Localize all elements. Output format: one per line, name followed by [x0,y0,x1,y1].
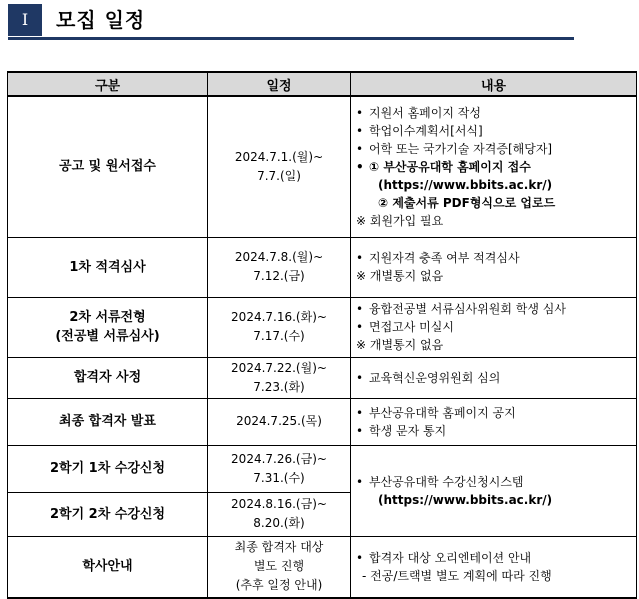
content-link: (https://www.bbits.ac.kr/) [378,492,553,507]
bullet-icon: • [356,105,364,120]
bullet-icon: • [356,159,364,174]
schedule-line: 8.20.(화) [253,516,305,530]
content-subitem: - 전공/트랙별 별도 계획에 따라 진행 [362,568,552,583]
content-text: 지원자격 충족 여부 적격심사 [369,251,520,265]
table-header-row [8,72,637,96]
bullet-icon: • [356,302,364,316]
bullet-icon: • [356,423,364,438]
bullet-icon: • [356,251,364,265]
schedule-line: 2024.7.16.(화)~ [231,310,327,324]
content-item [356,122,636,140]
category-line: 합격자 사정 [73,370,142,385]
bullet-icon: • [356,474,364,489]
category-line: 학사안내 [82,559,133,575]
row-category [8,536,208,598]
content-text: 융합전공별 서류심사위원회 학생 심사 [369,302,566,316]
category-line: 2차 서류전형 [69,310,146,325]
content-item [356,249,636,267]
row-category [8,297,208,357]
content-item: ② 제출서류 PDF형식으로 업로드 [378,195,556,210]
content-text: 학생 문자 통지 [369,423,447,438]
row-schedule [208,536,351,598]
schedule-line: 7.12.(금) [253,269,305,283]
bullet-icon: • [356,320,364,334]
row-category [8,445,208,492]
category-line: 2학기 1차 수강신청 [49,461,166,476]
header-schedule: 일정 [208,72,351,96]
row-schedule [208,492,351,536]
schedule-line: (추후 일정 안내) [235,578,323,593]
schedule-line: 7.31.(수) [253,470,305,485]
content-item [356,158,636,176]
table-row [8,398,637,445]
row-schedule [208,297,351,357]
row-content [351,96,637,237]
content-item [356,300,636,318]
content-text: 학업이수계획서[서식] [369,123,483,138]
category-line: 2학기 2차 수강신청 [49,506,166,522]
table-row [8,96,637,237]
schedule-line: 2024.8.16.(금)~ [231,497,327,511]
schedule-table [7,71,637,599]
schedule-line: 2024.7.8.(월)~ [234,250,324,264]
row-content [351,445,637,536]
content-item [356,104,636,122]
row-category [8,96,208,237]
table-row [8,536,637,598]
category-line: (전공별 서류심사) [55,329,160,344]
row-content [351,357,637,398]
content-item [356,422,636,440]
table-row [8,297,637,357]
schedule-line: 2024.7.26.(금)~ [231,451,327,466]
schedule-line: 2024.7.25.(목) [236,414,322,428]
row-content [351,237,637,297]
row-content [351,297,637,357]
category-line: 공고 및 원서접수 [59,159,156,175]
schedule-line: 2024.7.22.(월)~ [231,360,327,375]
content-item [356,140,636,158]
content-note: ※ 회원가입 필요 [356,213,444,228]
content-item [356,549,636,567]
content-text: 합격자 대상 오리엔테이션 안내 [369,550,532,565]
schedule-line: 2024.7.1.(월)~ [234,149,324,164]
bullet-icon: • [356,550,364,565]
section-title: 모집 일정 [56,8,146,32]
content-text: 교육혁신운영위원회 심의 [369,370,501,385]
content-note: ※ 개별통지 없음 [356,338,444,352]
content-text: 부산공유대학 홈페이지 공지 [369,405,516,420]
schedule-line: 7.23.(화) [253,379,305,394]
bullet-icon: • [356,405,364,420]
row-category [8,492,208,536]
category-line: 1차 적격심사 [69,259,146,275]
schedule-line: 최종 합격자 대상 [234,540,324,555]
section-header [8,4,574,40]
table-row [8,357,637,398]
title-underline [8,37,574,40]
bullet-icon: • [356,123,364,138]
content-text: 지원서 홈페이지 작성 [369,105,481,120]
schedule-line: 별도 진행 [253,559,305,574]
section-number-badge: I [8,4,42,36]
row-category [8,357,208,398]
content-item [356,404,636,422]
bullet-icon: • [356,370,364,385]
row-content [351,398,637,445]
row-schedule [208,357,351,398]
row-schedule [208,398,351,445]
content-item [356,473,636,491]
content-item [356,318,636,336]
table-row [8,237,637,297]
row-category [8,237,208,297]
row-schedule [208,445,351,492]
bullet-icon: • [356,141,364,156]
row-content [351,536,637,598]
row-schedule [208,237,351,297]
header-content: 내용 [351,72,637,96]
header-category: 구분 [8,72,208,96]
table-row [8,445,637,492]
schedule-line: 7.17.(수) [253,329,305,343]
content-text: 어학 또는 국가기술 자격증[해당자] [369,141,553,156]
content-text: 면접고사 미실시 [369,320,454,334]
schedule-line: 7.7.(일) [257,168,301,183]
content-item [356,369,636,387]
content-note: ※ 개별통지 없음 [356,269,444,283]
category-line: 최종 합격자 발표 [59,414,156,429]
content-text: ① 부산공유대학 홈페이지 접수 [369,159,531,174]
content-link: (https://www.bbits.ac.kr/) [378,177,553,192]
content-text: 부산공유대학 수강신청시스템 [369,474,524,489]
row-schedule [208,96,351,237]
row-category [8,398,208,445]
